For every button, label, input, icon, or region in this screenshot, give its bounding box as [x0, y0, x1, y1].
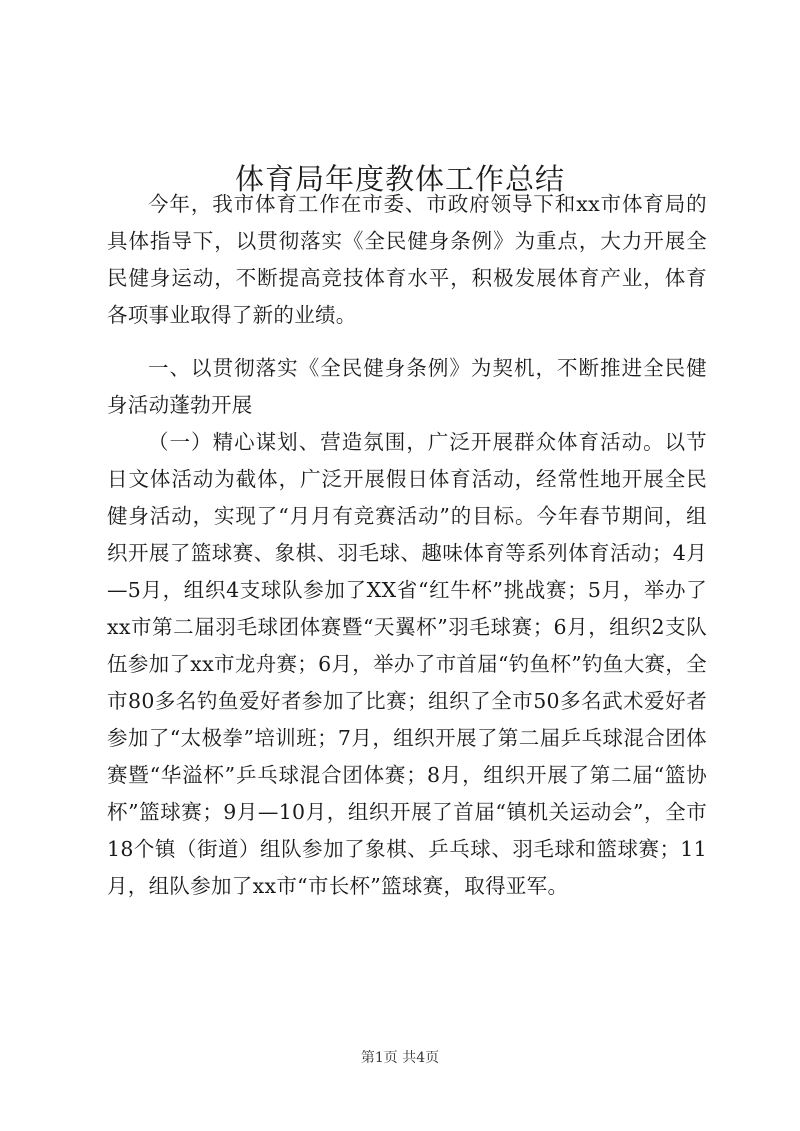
- section-heading: 一、以贯彻落实《全民健身条例》为契机，不断推进全民健身活动蓬勃开展: [107, 356, 707, 417]
- intro-paragraph: 今年，我市体育工作在市委、市政府领导下和xx市体育局的具体指导下，以贯彻落实《全民健身条例》为重点，大力开展全民健身运动，不断提高竞技体育水平，积极发展体育产业，体育各项事业取得了新的业绩。: [107, 192, 707, 327]
- document-title: 体育局年度教体工作总结: [234, 162, 565, 197]
- page-footer: 第1页 共4页: [360, 1050, 440, 1066]
- body-paragraph: （一）精心谋划、营造氛围，广泛开展群众体育活动。以节日文体活动为截体，广泛开展假日体育活动，经常性地开展全民健身活动，实现了“月月有竞赛活动”的目标。今年春节期间，组织开展了篮球赛、象棋、羽毛球、趣味体育等系列体育活动；4月—5月，组织4支球队参加了XX省“红牛杯”挑战赛；5月，举办了xx市第二届羽毛球团体赛暨“天翼杯”羽毛球赛；6月，组织2支队伍参加了xx市龙舟赛；6月，举办了市首届“钓鱼杯”钓鱼大赛，全市80多名钓鱼爱好者参加了比赛；组织了全市50多名武术爱好者参加了“太极拳”培训班；7月，组织开展了第二届乒乓球混合团体赛暨“华溢杯”乒乓球混合团体赛；8月，组织开展了第二届“篮协杯”篮球赛；9月—10月，组织开展了首届“镇机关运动会”，全市18个镇（街道）组队参加了象棋、乒乓球、羽毛球和篮球赛；11月，组队参加了xx市“市长杯”篮球赛，取得亚军。: [107, 430, 707, 898]
